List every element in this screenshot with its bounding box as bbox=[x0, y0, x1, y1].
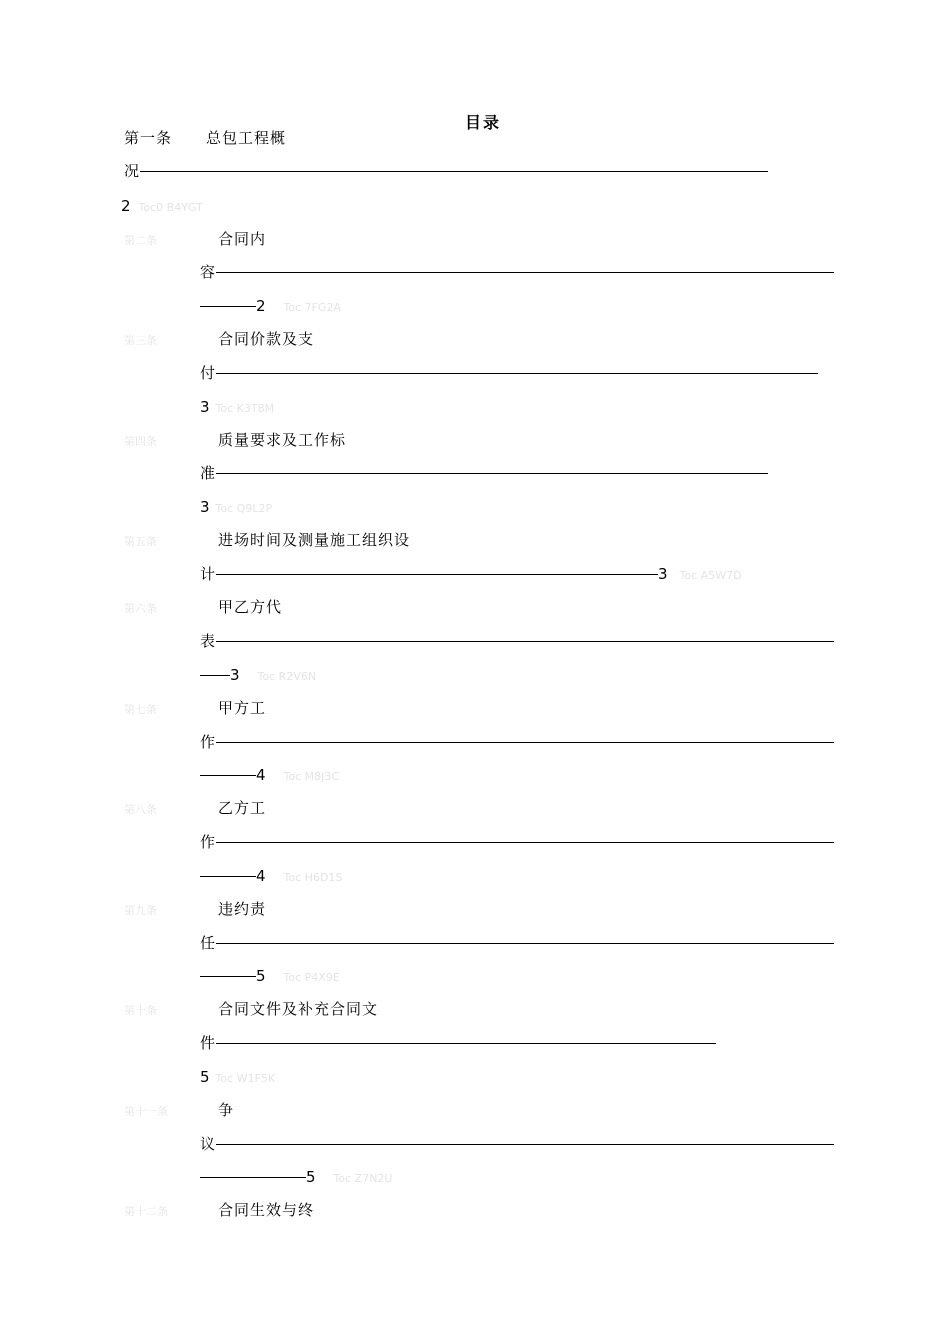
toc-entry-5-leader[interactable] bbox=[200, 564, 742, 586]
toc-entry-12-prefix: 第十二条 bbox=[124, 1205, 168, 1218]
toc-entry-10-heading[interactable] bbox=[124, 999, 378, 1021]
toc-entry-6-page-line bbox=[200, 665, 316, 687]
toc-entry-9-prefix: 第九条 bbox=[124, 904, 157, 917]
toc-entry-6-heading[interactable] bbox=[124, 597, 282, 619]
dot-leader bbox=[216, 841, 834, 843]
dot-leader bbox=[200, 875, 256, 877]
toc-entry-3-title: 合同价款及支 bbox=[218, 330, 315, 348]
toc-entry-1-leader[interactable] bbox=[124, 161, 768, 181]
toc-entry-1-heading[interactable] bbox=[124, 128, 286, 148]
toc-entry-5-heading[interactable] bbox=[124, 530, 410, 552]
toc-entry-8-heading[interactable] bbox=[124, 798, 266, 820]
dot-leader bbox=[200, 305, 256, 307]
toc-entry-9-ref: Toc P4X9E bbox=[283, 971, 340, 984]
toc-entry-1-title: 总包工程概 bbox=[206, 129, 287, 147]
toc-entry-7-prefix: 第七条 bbox=[124, 703, 157, 716]
toc-entry-7-title-tail: 作 bbox=[200, 733, 217, 751]
dot-leader bbox=[200, 774, 256, 776]
toc-entry-5-ref: Toc A5W7D bbox=[679, 569, 742, 582]
toc-entry-4-prefix: 第四条 bbox=[124, 435, 157, 448]
toc-entry-10-page-line bbox=[200, 1067, 275, 1089]
toc-entry-10-leader[interactable] bbox=[200, 1033, 716, 1053]
toc-entry-10-title: 合同文件及补充合同文 bbox=[218, 1000, 379, 1018]
toc-entry-11-ref: Toc Z7N2U bbox=[333, 1172, 393, 1185]
toc-entry-6-ref: Toc R2V6N bbox=[257, 670, 317, 683]
toc-entry-7-page-line bbox=[200, 765, 339, 787]
dot-leader bbox=[216, 372, 818, 374]
toc-entry-3-page-line bbox=[200, 397, 274, 419]
dot-leader bbox=[216, 472, 768, 474]
toc-entry-3-ref: Toc K3T8M bbox=[215, 402, 275, 415]
toc-entry-6-page: 3 bbox=[230, 666, 240, 684]
toc-entry-3-prefix: 第三条 bbox=[124, 334, 157, 347]
toc-entry-1-prefix: 第一条 bbox=[124, 129, 173, 147]
toc-entry-6-title: 甲乙方代 bbox=[218, 598, 283, 616]
toc-entry-8-title: 乙方工 bbox=[218, 799, 267, 817]
toc-entry-11-title: 争 bbox=[218, 1101, 235, 1119]
toc-entry-5-prefix: 第五条 bbox=[124, 535, 157, 548]
dot-leader bbox=[216, 1042, 716, 1044]
toc-title: 目录 bbox=[464, 113, 501, 132]
toc-entry-2-leader[interactable] bbox=[200, 262, 834, 282]
toc-entry-2-heading[interactable] bbox=[124, 229, 266, 251]
toc-entry-5-title-tail: 计 bbox=[200, 565, 217, 583]
dot-leader bbox=[140, 170, 768, 172]
toc-entry-2-page-line bbox=[200, 296, 341, 318]
toc-entry-10-title-tail: 件 bbox=[200, 1034, 217, 1052]
toc-entry-1-page-line bbox=[121, 196, 203, 218]
toc-entry-9-title-tail: 任 bbox=[200, 934, 217, 952]
toc-entry-12-title: 合同生效与终 bbox=[218, 1201, 315, 1219]
toc-entry-10-ref: Toc W1F5K bbox=[215, 1072, 276, 1085]
dot-leader bbox=[216, 573, 658, 575]
dot-leader bbox=[200, 1176, 306, 1178]
toc-entry-7-leader[interactable] bbox=[200, 732, 834, 752]
toc-entry-3-page: 3 bbox=[200, 398, 210, 416]
toc-entry-9-heading[interactable] bbox=[124, 899, 266, 921]
toc-entry-4-heading[interactable] bbox=[124, 430, 346, 452]
toc-entry-7-title: 甲方工 bbox=[218, 699, 267, 717]
toc-entry-1-title-tail: 况 bbox=[124, 162, 141, 180]
dot-leader bbox=[216, 640, 834, 642]
toc-entry-5-page: 3 bbox=[658, 565, 668, 583]
dot-leader bbox=[216, 1143, 834, 1145]
toc-entry-7-page: 4 bbox=[256, 766, 266, 784]
toc-entry-12-heading[interactable] bbox=[124, 1200, 314, 1222]
toc-entry-5-title: 进场时间及测量施工组织设 bbox=[218, 531, 411, 549]
toc-entry-6-title-tail: 表 bbox=[200, 632, 217, 650]
toc-entry-11-page: 5 bbox=[306, 1168, 316, 1186]
toc-entry-8-prefix: 第八条 bbox=[124, 803, 157, 816]
toc-entry-4-page-line bbox=[200, 497, 272, 519]
dot-leader bbox=[216, 942, 834, 944]
toc-entry-10-prefix: 第十条 bbox=[124, 1004, 157, 1017]
dot-leader bbox=[200, 674, 230, 676]
toc-entry-11-leader[interactable] bbox=[200, 1134, 834, 1154]
toc-entry-3-title-tail: 付 bbox=[200, 364, 217, 382]
toc-entry-11-prefix: 第十一条 bbox=[124, 1105, 168, 1118]
toc-entry-8-leader[interactable] bbox=[200, 832, 834, 852]
toc-entry-8-page-line bbox=[200, 866, 342, 888]
dot-leader bbox=[216, 271, 834, 273]
toc-entry-4-title: 质量要求及工作标 bbox=[218, 431, 347, 449]
toc-entry-8-page: 4 bbox=[256, 867, 266, 885]
toc-entry-10-page: 5 bbox=[200, 1068, 210, 1086]
toc-entry-6-leader[interactable] bbox=[200, 631, 834, 651]
toc-entry-9-page: 5 bbox=[256, 967, 266, 985]
toc-entry-9-title: 违约责 bbox=[218, 900, 267, 918]
toc-entry-11-title-tail: 议 bbox=[200, 1135, 217, 1153]
toc-entry-11-page-line bbox=[200, 1167, 392, 1189]
toc-entry-6-prefix: 第六条 bbox=[124, 602, 157, 615]
toc-entry-2-ref: Toc 7FG2A bbox=[283, 301, 342, 314]
toc-entry-11-heading[interactable] bbox=[124, 1100, 234, 1122]
toc-entry-4-page: 3 bbox=[200, 498, 210, 516]
toc-entry-4-leader[interactable] bbox=[200, 463, 768, 483]
toc-entry-7-ref: Toc M8J3C bbox=[283, 770, 340, 783]
dot-leader bbox=[200, 975, 256, 977]
toc-entry-2-title-tail: 容 bbox=[200, 263, 217, 281]
dot-leader bbox=[216, 741, 834, 743]
toc-entry-9-page-line bbox=[200, 966, 340, 988]
toc-entry-7-heading[interactable] bbox=[124, 698, 266, 720]
toc-entry-9-leader[interactable] bbox=[200, 933, 834, 953]
toc-entry-2-prefix: 第二条 bbox=[124, 234, 157, 247]
toc-entry-1-page: 2 bbox=[121, 197, 131, 215]
toc-entry-3-leader[interactable] bbox=[200, 363, 818, 383]
toc-entry-3-heading[interactable] bbox=[124, 329, 314, 351]
toc-entry-2-page: 2 bbox=[256, 297, 266, 315]
toc-entry-1-ref: Toc0 B4YGT bbox=[138, 201, 203, 214]
toc-entry-8-title-tail: 作 bbox=[200, 833, 217, 851]
toc-entry-8-ref: Toc H6D1S bbox=[283, 871, 343, 884]
toc-entry-4-ref: Toc Q9L2P bbox=[215, 502, 273, 515]
toc-entry-4-title-tail: 准 bbox=[200, 464, 217, 482]
toc-entry-2-title: 合同内 bbox=[218, 230, 267, 248]
